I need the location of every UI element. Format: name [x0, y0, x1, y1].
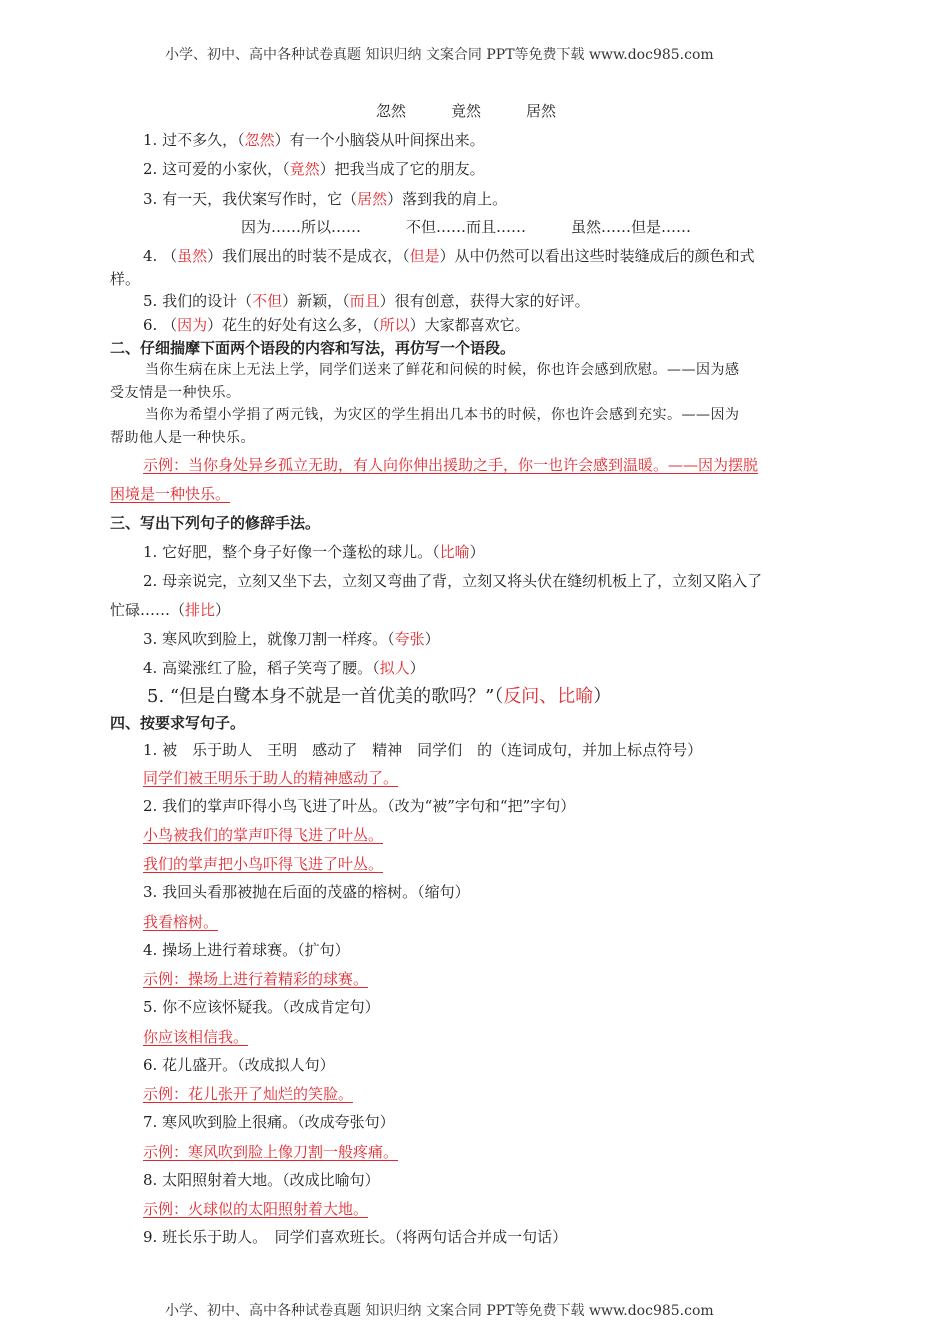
page-footer: 小学、初中、高中各种试卷真题 知识归纳 文案合同 PPT等免费下载 www.doc985.com — [165, 1303, 714, 1319]
text-line — [143, 740, 702, 760]
text-line — [143, 291, 590, 311]
question-text: ）有一个小脑袋从叶间探出来。 — [274, 131, 485, 149]
answer-text: 同学们被王明乐于助人的精神感动了。 — [143, 769, 399, 787]
question-text: 4. （ — [143, 247, 178, 265]
question-text: 5. “但是白鹭本身不就是一首优美的歌吗？”（ — [147, 686, 504, 707]
question-text: 6. 花儿盛开。（改成拟人句） — [143, 1056, 335, 1074]
text-line — [110, 484, 230, 504]
answer-text: 我看榕树。 — [143, 913, 219, 931]
question-text: ）我们展出的时装不是成衣，（ — [207, 247, 410, 265]
answer-text: 示例：操场上进行着精彩的球赛。 — [143, 970, 369, 988]
text-line — [143, 796, 575, 816]
question-text: ）落到我的肩上。 — [387, 190, 508, 208]
question-text: 2. 这可爱的小家伙，（ — [143, 160, 290, 178]
section-heading — [110, 338, 515, 358]
question-text: ）从中仍然可以看出这些时装缝成后的颜色和式 — [439, 247, 755, 265]
question-text: ）花生的好处有这么多，（ — [207, 316, 380, 334]
answer-text: 不但 — [252, 292, 283, 310]
text-line — [376, 101, 556, 121]
question-text: 3. 寒风吹到脸上，就像刀割一样疼。（ — [143, 630, 395, 648]
question-text: 8. 太阳照射着大地。（改成比喻句） — [143, 1171, 380, 1189]
text-line — [241, 217, 691, 237]
text-line — [143, 940, 350, 960]
question-text: 3. 有一天，我伏案写作时，它（ — [143, 190, 358, 208]
question-text: 4. 高粱涨红了脸，稻子笑弯了腰。（ — [143, 659, 380, 677]
question-text: 三、写出下列句子的修辞手法。 — [110, 514, 321, 532]
question-text: 9. 班长乐于助人。 同学们喜欢班长。（将两句话合并成一句话） — [143, 1228, 568, 1246]
answer-text: 比喻 — [439, 543, 470, 561]
question-text: 忙碌……（ — [110, 601, 186, 619]
question-text: 1. 它好肥，整个身子好像一个蓬松的球儿。（ — [143, 543, 440, 561]
text-line — [143, 825, 383, 845]
text-line — [143, 912, 218, 932]
question-text: 2. 母亲说完，立刻又坐下去，立刻又弯曲了背，立刻又将头伏在缝纫机板上了，立刻又陷入了 — [143, 572, 763, 590]
text-line — [145, 405, 740, 425]
answer-text: 示例：寒风吹到脸上像刀割一般疼痛。 — [143, 1143, 399, 1161]
answer-text: 因为 — [177, 316, 208, 334]
question-text: 当你生病在床上无法上学，同学们送来了鲜花和问候的时候，你也许会感到欣慰。——因为感 — [145, 362, 740, 378]
question-text: 5. 你不应该怀疑我。（改成肯定句） — [143, 998, 380, 1016]
text-line — [110, 269, 140, 289]
section-heading — [110, 513, 320, 533]
answer-text: 你应该相信我。 — [143, 1028, 249, 1046]
question-text: 1. 被 乐于助人 王明 感动了 精神 同学们 的（连词成句，并加上标点符号） — [143, 741, 703, 759]
answer-text: 拟人 — [379, 659, 410, 677]
question-text: 1. 过不多久，（ — [143, 131, 245, 149]
text-line — [145, 360, 740, 380]
question-text: 四、按要求写句子。 — [110, 714, 246, 732]
answer-text: 虽然 — [177, 247, 208, 265]
text-line — [143, 315, 530, 335]
text-line — [143, 1142, 398, 1162]
answer-text: 居然 — [357, 190, 388, 208]
question-text: ）大家都喜欢它。 — [409, 316, 530, 334]
text-line — [143, 1227, 567, 1247]
answer-text: 排比 — [185, 601, 216, 619]
text-line — [143, 455, 758, 475]
text-line — [143, 571, 762, 591]
text-line — [143, 1055, 335, 1075]
answer-text: 忽然 — [244, 131, 275, 149]
question-text: 2. 我们的掌声吓得小鸟飞进了叶丛。（改为“被”字句和“把”字句） — [143, 797, 576, 815]
answer-text: 夸张 — [394, 630, 425, 648]
text-line — [110, 600, 230, 620]
text-line — [110, 428, 255, 448]
answer-text: 示例：当你身处异乡孤立无助，有人向你伸出援助之手，你一也许会感到温暖。——因为摆脱 — [143, 456, 759, 474]
answer-text: 而且 — [349, 292, 380, 310]
question-text: ） — [593, 686, 612, 707]
question-text: 忽然 竟然 居然 — [376, 102, 557, 120]
question-text: ） — [424, 630, 440, 648]
text-line — [143, 658, 425, 678]
question-text: 7. 寒风吹到脸上很痛。（改成夸张句） — [143, 1113, 395, 1131]
question-text: 帮助他人是一种快乐。 — [110, 430, 255, 446]
text-line — [143, 1199, 368, 1219]
page-header: 小学、初中、高中各种试卷真题 知识归纳 文案合同 PPT等免费下载 www.doc985.com — [165, 47, 714, 63]
text-line — [143, 997, 380, 1017]
text-line — [143, 159, 485, 179]
text-line — [143, 768, 398, 788]
question-text: 4. 操场上进行着球赛。（扩句） — [143, 941, 350, 959]
question-text: 因为……所以…… 不但……而且…… 虽然……但是…… — [241, 218, 692, 236]
answer-text: 反问、比喻 — [503, 686, 594, 707]
question-text: ） — [469, 543, 485, 561]
question-text: ）很有创意，获得大家的好评。 — [379, 292, 590, 310]
answer-text: 困境是一种快乐。 — [110, 485, 231, 503]
text-line — [143, 629, 440, 649]
question-text: 5. 我们的设计（ — [143, 292, 253, 310]
text-line — [143, 854, 383, 874]
question-text: 3. 我回头看那被抛在后面的茂盛的榕树。（缩句） — [143, 883, 470, 901]
answer-text: 示例：火球似的太阳照射着大地。 — [143, 1200, 369, 1218]
text-line — [143, 246, 755, 266]
question-text: 样。 — [110, 270, 141, 288]
question-text: 当你为希望小学捐了两元钱，为灾区的学生捐出几本书的时候，你也许会感到充实。——因为 — [145, 407, 740, 423]
text-line — [143, 882, 470, 902]
text-line — [143, 969, 368, 989]
text-line — [143, 1170, 380, 1190]
answer-text: 我们的掌声把小鸟吓得飞进了叶丛。 — [143, 855, 384, 873]
text-line — [143, 542, 485, 562]
text-line — [143, 189, 507, 209]
section-heading — [110, 713, 245, 733]
text-line — [143, 130, 485, 150]
question-text: ） — [215, 601, 231, 619]
answer-text: 竟然 — [289, 160, 320, 178]
answer-text: 但是 — [409, 247, 440, 265]
question-text: 受友情是一种快乐。 — [110, 385, 241, 401]
text-line — [110, 383, 241, 403]
text-line — [143, 1112, 395, 1132]
text-line — [143, 1027, 248, 1047]
question-text: 二、仔细揣摩下面两个语段的内容和写法，再仿写一个语段。 — [110, 339, 516, 357]
text-line — [147, 687, 611, 707]
text-line — [143, 1084, 353, 1104]
question-text: ） — [409, 659, 425, 677]
answer-text: 所以 — [379, 316, 410, 334]
answer-text: 小鸟被我们的掌声吓得飞进了叶丛。 — [143, 826, 384, 844]
answer-text: 示例：花儿张开了灿烂的笑脸。 — [143, 1085, 354, 1103]
question-text: ）新颖，（ — [282, 292, 350, 310]
question-text: 6. （ — [143, 316, 178, 334]
question-text: ）把我当成了它的朋友。 — [319, 160, 485, 178]
